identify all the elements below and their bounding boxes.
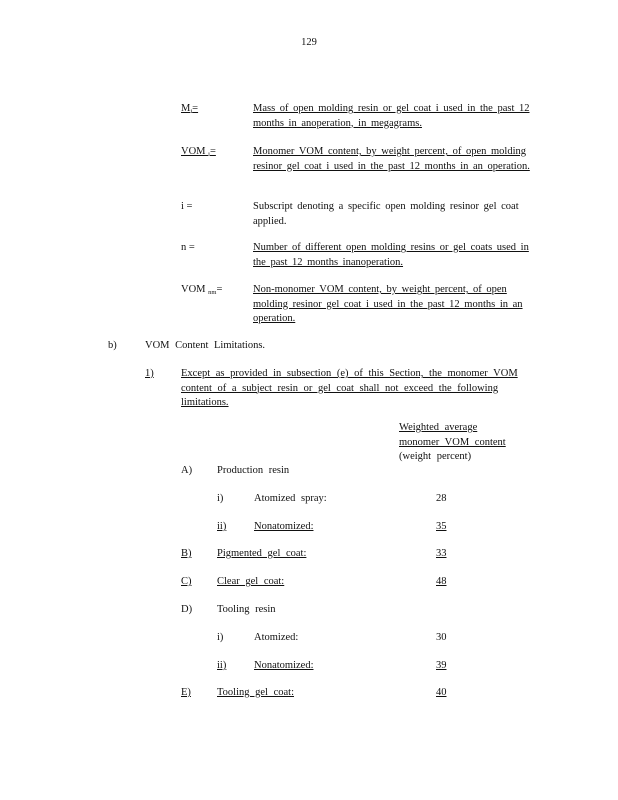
row-value: 30 [436, 632, 447, 643]
row-label: C) [181, 576, 192, 587]
table-header [399, 421, 529, 465]
definition-term: VOM $_{nm}$= [181, 284, 223, 296]
row-label: i) [217, 632, 224, 643]
row-value: 40 [436, 687, 447, 698]
row-name: Production resin [217, 465, 290, 476]
row-name: Pigmented gel coat: [217, 548, 307, 559]
row-name: Nonatomized: [254, 660, 314, 671]
row-label: ii) [217, 660, 227, 671]
definition-term: i = [181, 201, 193, 212]
definition-text: Subscript denoting a specific open molding resinor gel coat applied. [253, 201, 519, 227]
row-name: Tooling resin [217, 604, 276, 615]
definition-term: n = [181, 242, 195, 253]
page-number: 129 [301, 37, 317, 48]
row-value: 35 [436, 521, 447, 532]
table-header-line-1: Weighted average [399, 422, 478, 433]
row-value: 28 [436, 493, 447, 504]
row-label: E) [181, 687, 191, 698]
section-label: b) [108, 340, 117, 351]
row-name: Clear gel coat: [217, 576, 285, 587]
definition-text: Monomer VOM content, by weight percent, of open molding resinor gel coat i used in the past 12 months in an operation. [253, 146, 530, 172]
table-header-line-2: monomer VOM content [399, 436, 506, 448]
row-value: 33 [436, 548, 447, 559]
row-name: Tooling gel coat: [217, 687, 294, 698]
row-label: A) [181, 465, 193, 476]
item-text: Except as provided in subsection (e) of this Section, the monomer VOM content of a subject resin or gel coat shall not exceed the following limitations. [181, 368, 518, 408]
row-label: B) [181, 548, 192, 559]
table-header-line-3: (weight percent) [399, 451, 472, 462]
row-label: i) [217, 493, 224, 504]
row-name: Atomized: [254, 632, 299, 643]
definition-text: Non-monomer VOM content, by weight percent, of open molding resinor gel coat i used in the past 12 months in an operation. [253, 284, 523, 324]
definition-text: Number of different open molding resins or gel coats used in the past 12 months inanoperation. [253, 242, 529, 268]
row-label: D) [181, 604, 193, 615]
definition-term: VOM $_i$= [181, 146, 216, 158]
row-value: 39 [436, 660, 447, 671]
row-label: ii) [217, 521, 227, 532]
item-label: 1) [145, 368, 154, 379]
row-value: 48 [436, 576, 447, 587]
row-name: Nonatomized: [254, 521, 314, 532]
row-name: Atomized spray: [254, 493, 327, 504]
section-title: VOM Content Limitations. [145, 340, 266, 351]
definition-term: $M_i=$ [181, 103, 199, 115]
definition-text: Mass of open molding resin or gel coat i used in the past 12 months in anoperation, in megagrams. [253, 103, 530, 129]
